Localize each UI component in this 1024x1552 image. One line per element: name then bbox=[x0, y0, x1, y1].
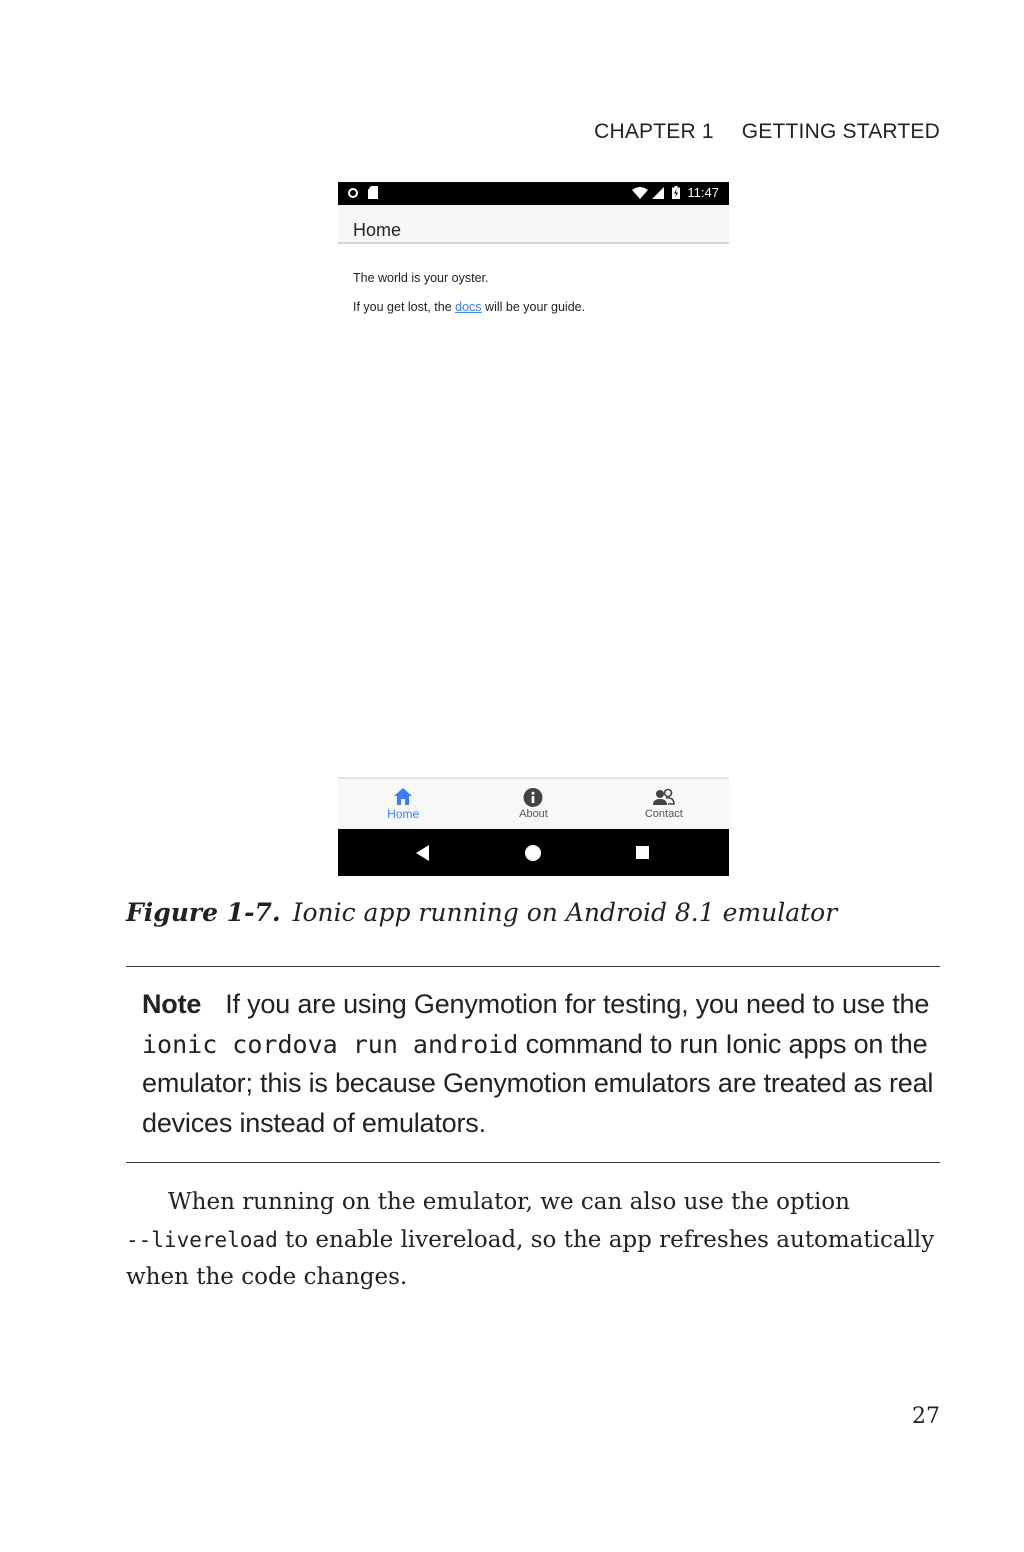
chapter-title: GETTING STARTED bbox=[741, 120, 940, 143]
battery-icon bbox=[672, 186, 680, 199]
note-text-start: If you are using Genymotion for testing, you need to use the bbox=[225, 989, 930, 1019]
page-number: 27 bbox=[912, 1404, 940, 1429]
note-code: ionic cordova run android bbox=[142, 1029, 519, 1059]
wifi-icon bbox=[632, 187, 648, 199]
note-text-end: command to run Ionic apps on the emulator; this is because Genymotion emulators are treated as real devices instead of emulators. bbox=[142, 1028, 934, 1138]
tab-about-label: About bbox=[519, 808, 548, 820]
body-text-end: to enable livereload, so the app refreshes automatically when the code changes. bbox=[126, 1226, 935, 1290]
sd-card-icon bbox=[368, 186, 378, 199]
home-circle-icon[interactable] bbox=[525, 845, 541, 861]
note-top-rule bbox=[126, 966, 940, 967]
chapter-label: CHAPTER 1 bbox=[594, 120, 714, 143]
content-line-2-end: will be your guide. bbox=[481, 299, 586, 314]
body-paragraph bbox=[126, 1184, 940, 1297]
figure-caption bbox=[126, 898, 837, 927]
notification-circle-icon bbox=[348, 188, 358, 198]
tab-contact[interactable] bbox=[599, 779, 729, 829]
note-label: Note bbox=[142, 989, 202, 1019]
tab-bar bbox=[338, 777, 729, 829]
app-content bbox=[353, 272, 585, 313]
signal-icon bbox=[652, 187, 664, 199]
content-line-2-start: If you get lost, the bbox=[353, 299, 456, 314]
running-header bbox=[594, 120, 940, 144]
app-title: Home bbox=[353, 220, 402, 240]
body-text-start: When running on the emulator, we can also use the option bbox=[168, 1189, 850, 1215]
tab-home[interactable] bbox=[338, 779, 468, 829]
recent-apps-icon[interactable] bbox=[636, 846, 649, 859]
tab-home-label: Home bbox=[387, 807, 420, 821]
content-line-2 bbox=[353, 301, 585, 314]
docs-link[interactable]: docs bbox=[455, 299, 482, 314]
status-time: 11:47 bbox=[687, 185, 719, 200]
app-screenshot bbox=[338, 182, 729, 876]
tab-about[interactable] bbox=[468, 779, 598, 829]
app-toolbar bbox=[338, 205, 729, 244]
home-icon bbox=[394, 788, 412, 805]
body-code: --livereload bbox=[126, 1227, 278, 1252]
note-bottom-rule bbox=[126, 1162, 940, 1163]
status-bar bbox=[338, 182, 729, 205]
figure-label: Figure 1-7. bbox=[126, 898, 281, 927]
android-nav-bar bbox=[338, 829, 729, 876]
info-icon bbox=[524, 788, 543, 807]
figure-caption-text: Ionic app running on Android 8.1 emulator bbox=[292, 898, 838, 927]
content-line-1: The world is your oyster. bbox=[353, 271, 489, 285]
back-icon[interactable] bbox=[416, 845, 429, 861]
contacts-icon bbox=[653, 788, 675, 806]
tab-contact-label: Contact bbox=[644, 808, 683, 820]
note-box bbox=[142, 985, 942, 1143]
